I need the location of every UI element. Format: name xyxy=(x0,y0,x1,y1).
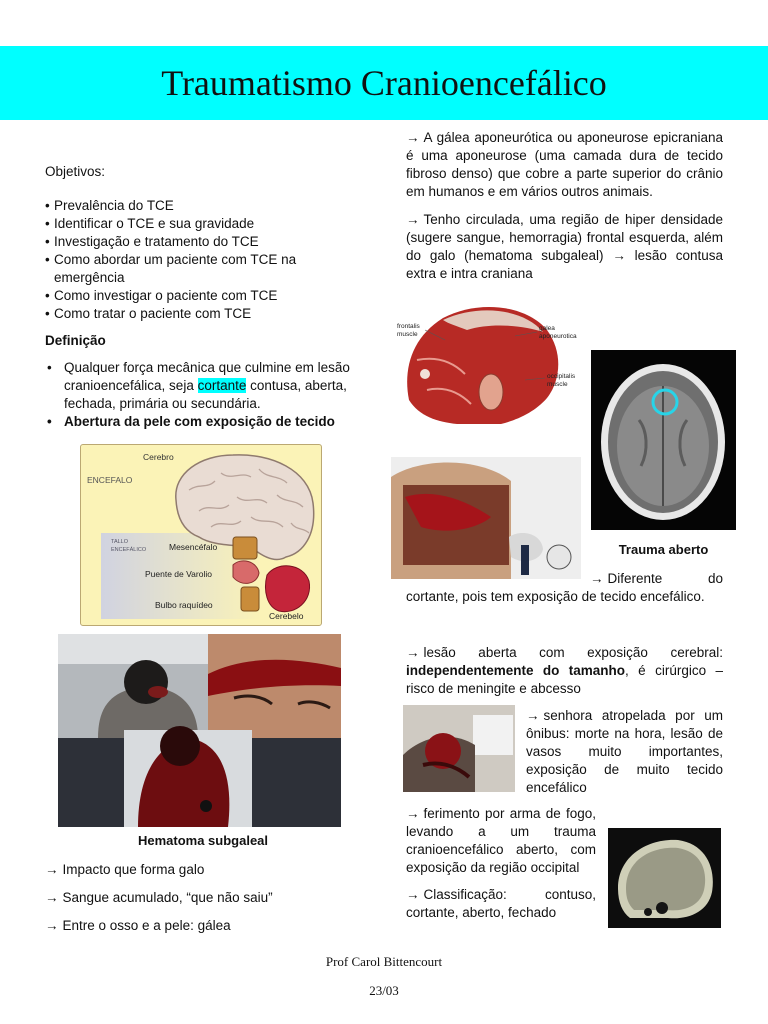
arrow-icon: → xyxy=(590,571,604,586)
author-footer: Prof Carol Bittencourt xyxy=(325,954,443,969)
arrow-icon: → xyxy=(406,887,420,902)
note-1: → Impacto que forma galo xyxy=(45,862,205,877)
label-frontalis: frontalis xyxy=(397,323,420,330)
objectives-section xyxy=(45,163,365,323)
label-encefalico: ENCEFÁLICO xyxy=(111,547,147,553)
label-encefalo: ENCEFALO xyxy=(87,475,133,485)
arrow-icon: → xyxy=(45,862,59,877)
note-2: → Sangue acumulado, “que não saiu” xyxy=(45,890,273,905)
bus-paragraph: → senhora atropelada por um ônibus: morte na hora, lesão de vasos muito importantes, exposição de muito tecido encefálico xyxy=(526,708,723,795)
label-frontalis-muscle: muscle xyxy=(397,331,418,338)
objectives-list xyxy=(45,197,365,323)
head-wound-photo xyxy=(391,457,581,579)
gunshot-paragraph: → ferimento por arma de fogo, levando a um trauma cranioencefálico aberto, com exposição da região occipital xyxy=(406,806,596,875)
arrow-icon: → xyxy=(406,130,420,145)
diff-paragraph: → Diferente do cortante, pois tem exposição de tecido encefálico. xyxy=(406,571,723,604)
label-cerebelo: Cerebelo xyxy=(269,611,304,621)
list-item xyxy=(47,359,362,413)
open-lesion-paragraph: → lesão aberta com exposição cerebral: independentemente do tamanho, é cirúrgico – risco de meningite e abcesso xyxy=(406,645,723,696)
definition-list xyxy=(47,359,362,431)
label-aponeurotica: aponeurotica xyxy=(539,333,577,340)
list-item: • Investigação e tratamento do TCE xyxy=(45,233,365,251)
label-mesencefalo: Mesencéfalo xyxy=(169,542,218,552)
list-item: • Prevalência do TCE xyxy=(45,197,365,215)
arrow-icon: → xyxy=(406,212,420,227)
label-cerebro: Cerebro xyxy=(143,452,174,462)
label-bulbo: Bulbo raquídeo xyxy=(155,600,213,610)
date-footer: 23/03 xyxy=(369,983,399,998)
label-tallo: TALLO xyxy=(111,539,129,545)
label-occipitalis: occipitalis xyxy=(547,373,576,380)
highlighted-word: cortante xyxy=(197,378,247,393)
scalp-muscle-illustration xyxy=(397,300,577,428)
definition-heading: Definição xyxy=(45,333,106,348)
definition-section xyxy=(47,359,362,431)
label-occipitalis-muscle: muscle xyxy=(547,381,568,388)
label-galea: galea xyxy=(539,325,555,332)
definition-text-pre: Qualquer força mecânica que culmine em lesão cranioencefálica, seja xyxy=(64,360,350,393)
note-3: → Entre o osso e a pele: gálea xyxy=(45,918,231,933)
page-title: Traumatismo Cranioencefálico xyxy=(161,63,607,103)
ct-paragraph: → Tenho circulada, uma região de hiper densidade (sugere sangue, hemorragia) frontal esquerda, além do galo (hematoma subgaleal) → lesão contusa extra e intra craniana xyxy=(406,212,723,281)
label-puente: Puente de Varolio xyxy=(145,569,212,579)
ct-scan-image xyxy=(591,350,736,530)
title-banner xyxy=(0,46,768,120)
hematoma-caption: Hematoma subgaleal xyxy=(137,833,269,848)
injury-photos xyxy=(58,634,341,827)
list-item: • Como investigar o paciente com TCE xyxy=(45,287,365,305)
galea-paragraph: → A gálea aponeurótica ou aponeurose epicraniana é uma aponeurose (uma camada dura de tecido fibroso denso) que cobre a parte superior do crânio em humanos e em vários outros animais. xyxy=(406,130,723,199)
list-item: • Identificar o TCE e sua gravidade xyxy=(45,215,365,233)
trauma-caption: Trauma aberto xyxy=(618,542,709,557)
objectives-heading: Objetivos: xyxy=(45,164,106,179)
brain-diagram xyxy=(80,444,322,626)
arrow-icon: → xyxy=(406,645,420,660)
skull-ct-image xyxy=(608,828,721,928)
arrow-icon: → xyxy=(45,918,59,933)
classification-paragraph: → Classificação: contuso, cortante, aberto, fechado xyxy=(406,887,596,920)
list-item: • Abertura da pele com exposição de tecido xyxy=(47,413,362,431)
arrow-icon: → xyxy=(45,890,59,905)
arrow-icon: → xyxy=(406,806,420,821)
list-item: • Como abordar um paciente com TCE na emergência xyxy=(45,251,365,287)
definition-text-post: contusa, aberta, fechada, primária ou secundária. xyxy=(64,378,347,411)
bus-accident-photo xyxy=(403,705,515,792)
hematoma-notes xyxy=(45,861,365,935)
arrow-icon: → xyxy=(612,248,626,263)
arrow-icon: → xyxy=(526,708,540,723)
list-item: • Como tratar o paciente com TCE xyxy=(45,305,365,323)
